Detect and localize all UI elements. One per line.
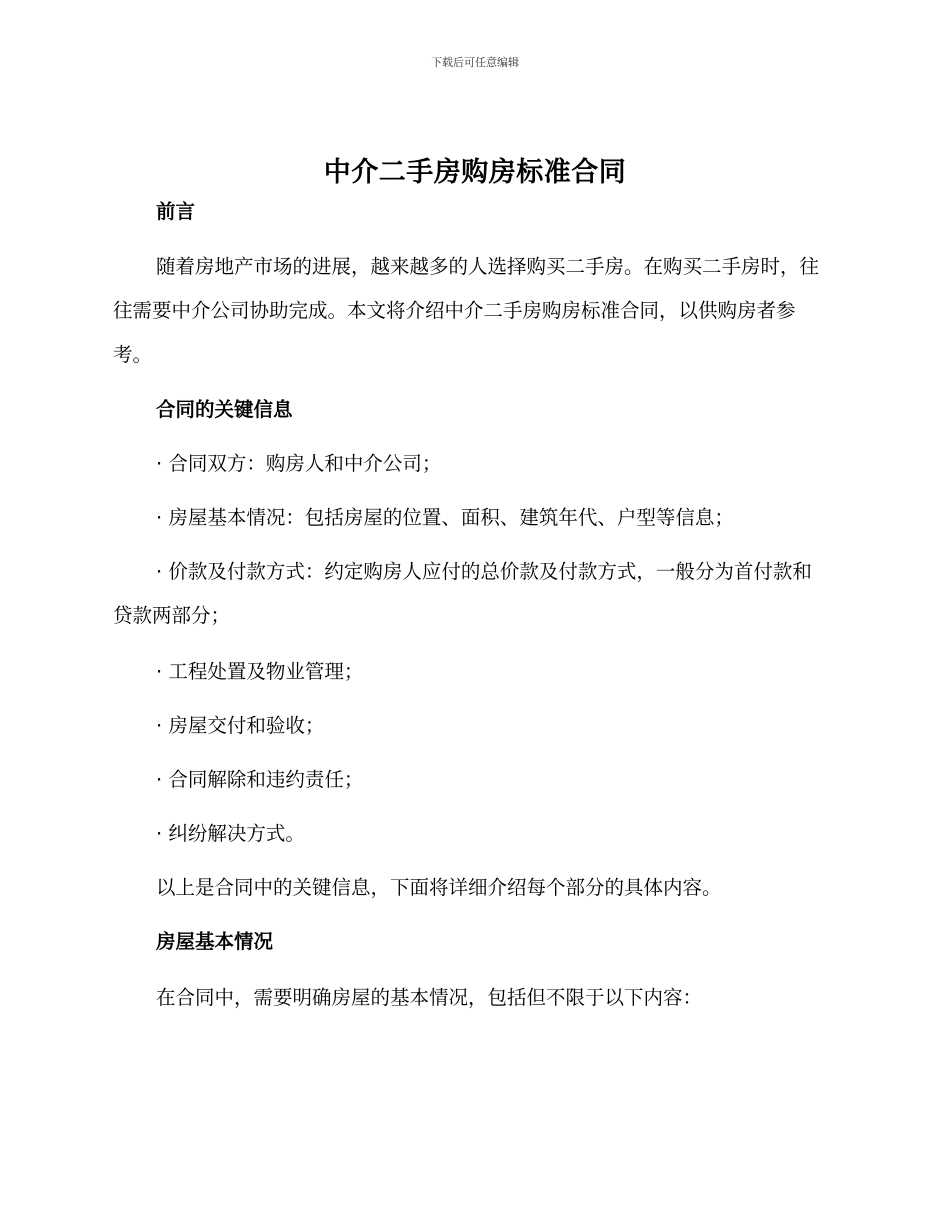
preface-paragraph: 随着房地产市场的进展，越来越多的人选择购买二手房。在购买二手房时，往往需要中介公司协助完成。本文将介绍中介二手房购房标准合同，以供购房者参考。	[113, 255, 820, 366]
key-info-heading: 合同的关键信息	[156, 398, 293, 421]
document-title: 中介二手房购房标准合同	[323, 157, 627, 188]
preface-heading: 前言	[156, 200, 196, 223]
bullet-item: · 房屋基本情况：包括房屋的位置、面积、建筑年代、户型等信息；	[156, 506, 734, 529]
bullet-item: · 纠纷解决方式。	[156, 822, 305, 845]
bullet-item: · 合同双方：购房人和中介公司；	[156, 452, 442, 475]
bullet-item: · 房屋交付和验收；	[156, 714, 325, 737]
header-note: 下载后可任意编辑	[431, 56, 519, 69]
bullet-item: · 工程处置及物业管理；	[156, 660, 364, 683]
bullet-item: · 价款及付款方式：约定购房人应付的总价款及付款方式，一般分为首付款和贷款两部分；	[113, 560, 812, 627]
house-info-paragraph: 在合同中，需要明确房屋的基本情况，包括但不限于以下内容：	[156, 986, 703, 1009]
house-info-heading: 房屋基本情况	[156, 930, 274, 953]
summary-paragraph: 以上是合同中的关键信息，下面将详细介绍每个部分的具体内容。	[156, 876, 722, 899]
bullet-item: · 合同解除和违约责任；	[156, 768, 364, 791]
